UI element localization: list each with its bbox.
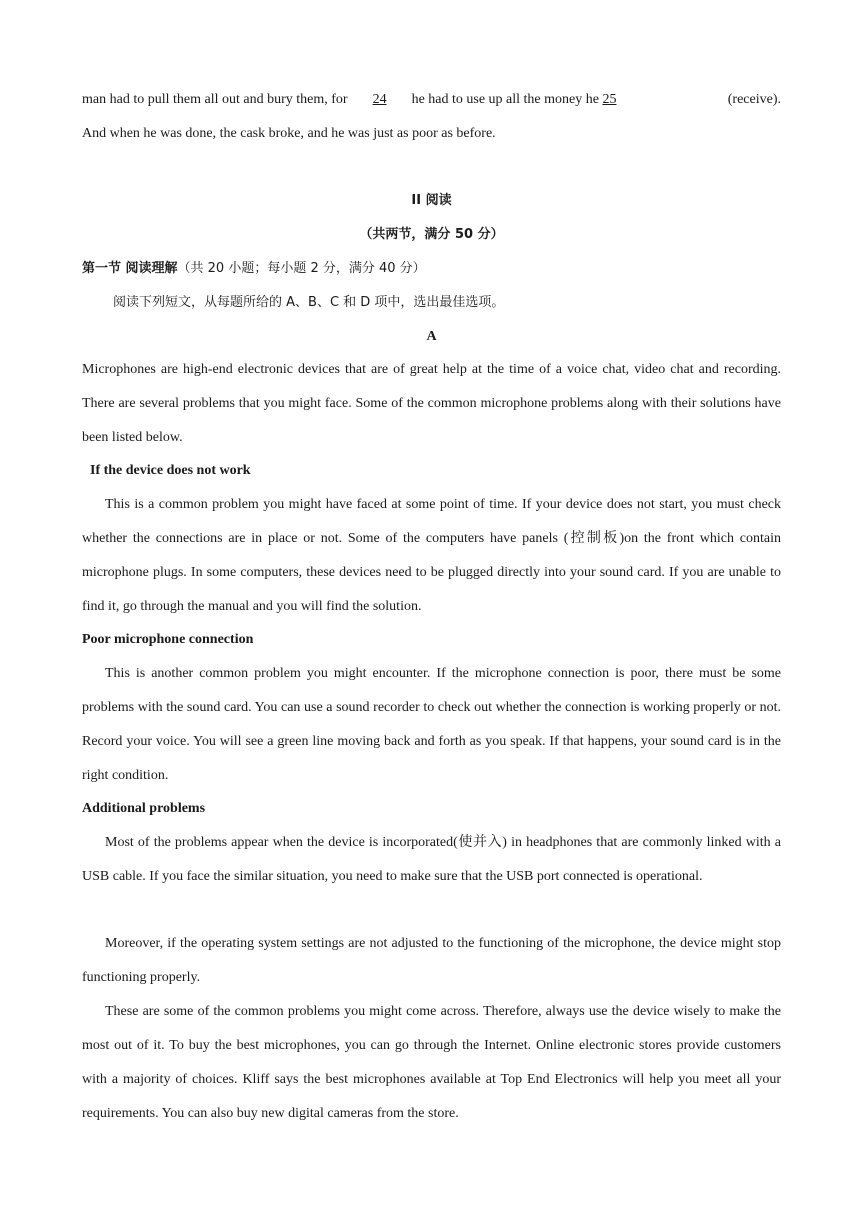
part-note: （共 20 小题；每小题 2 分，满分 40 分） [177, 261, 426, 276]
continuation-line-2: And when he was done, the cask broke, and he was just as poor as before. [82, 126, 496, 141]
paragraph-additional-2: Moreover, if the operating system settings are not adjusted to the functioning of the microphone, the device might stop functioning properly. [82, 936, 781, 985]
paragraph-poor-connection: This is another common problem you might encounter. If the microphone connection is poor, there must be some problems with the sound card. You can use a sound recorder to check out whether the connection is working properly or not. Record your voice. You will see a green line moving back and forth as you speak. If that happens, your sound card is in the right condition. [82, 666, 781, 783]
paragraph-additional-1: Most of the problems appear when the device is incorporated(使并入) in headphones that are commonly linked with a USB cable. If you face the similar situation, you need to make sure that the USB port connected is operational. [82, 835, 781, 884]
part-title-line [82, 252, 781, 286]
continuation-text-b: he had to use up all the money he [411, 92, 599, 107]
blank-25: 25 [602, 92, 617, 107]
continuation-paragraph [82, 83, 781, 117]
heading-additional-problems: Additional problems [82, 801, 206, 816]
section-heading: II 阅读 [411, 193, 452, 208]
part-title: 第一节 阅读理解 [82, 261, 178, 276]
section-subheading: （共两节，满分 50 分） [359, 227, 504, 242]
heading-device-not-work: If the device does not work [90, 463, 251, 478]
paragraph-conclusion: These are some of the common problems you might come across. Therefore, always use the device wisely to make the most out of it. To buy the best microphones, you can go through the Internet. Online electronic stores provide customers with a majority of choices. Kliff says the best microphones available at Top End Electronics will help you meet all your requirements. You can also buy new digital cameras from the store. [82, 1004, 781, 1121]
intro-paragraph: Microphones are high-end electronic devices that are of great help at the time of a voice chat, video chat and recording. There are several problems that you might face. Some of the common microphone problems along with their solutions have been listed below. [82, 362, 781, 445]
continuation-text-c: (receive). [727, 92, 781, 107]
paragraph-device-not-work: This is a common problem you might have faced at some point of time. If your device does not start, you must check whether the connections are in place or not. Some of the computers have panels (控制板)on the front which contain microphone plugs. In some computers, these devices need to be plugged directly into your sound card. If you are unable to find it, go through the manual and you will find the solution. [82, 497, 781, 614]
instruction: 阅读下列短文，从每题所给的 A、B、C 和 D 项中，选出最佳选项。 [113, 295, 505, 310]
continuation-text-a: man had to pull them all out and bury them, for [82, 92, 348, 107]
passage-label: A [426, 329, 437, 344]
heading-poor-connection: Poor microphone connection [82, 632, 254, 647]
blank-24: 24 [372, 92, 387, 107]
